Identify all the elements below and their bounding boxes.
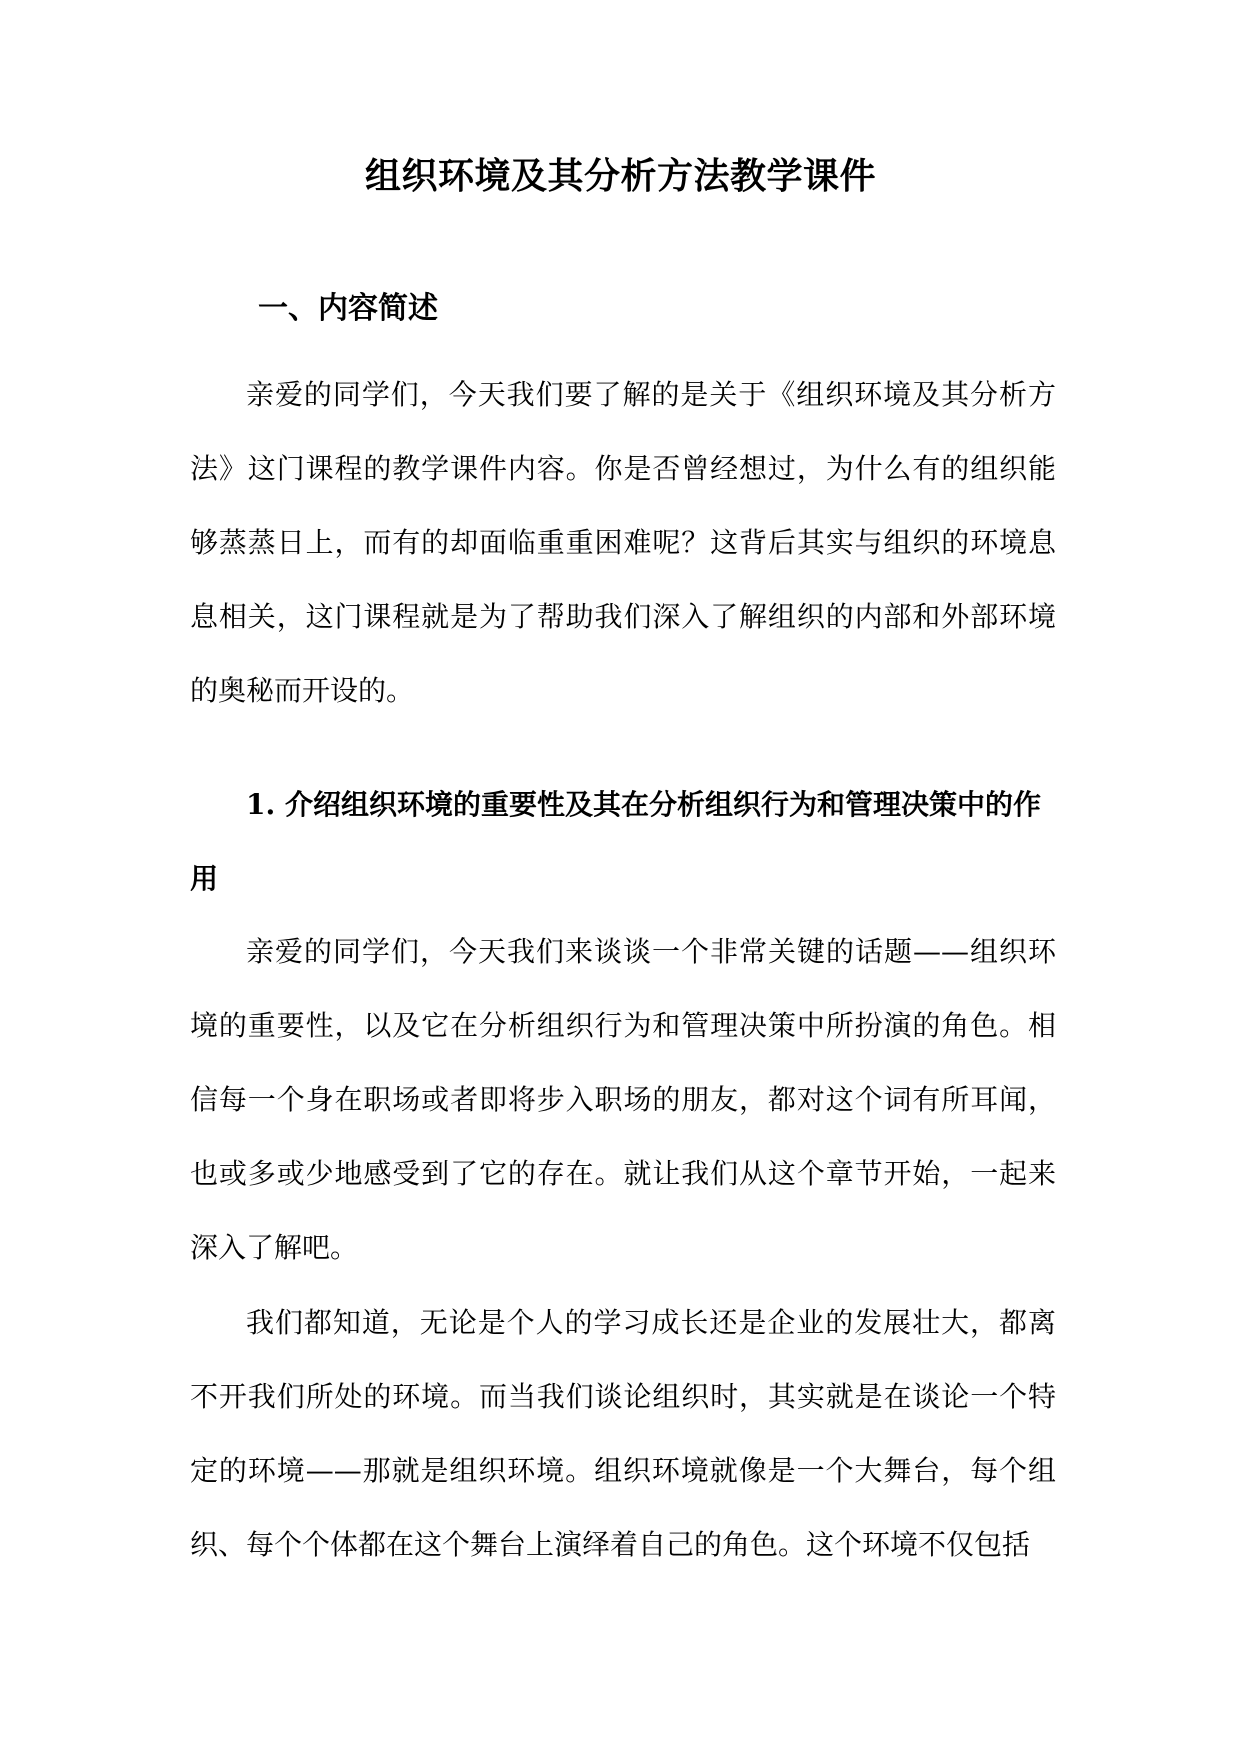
paragraph-intro-text: 亲爱的同学们，今天我们要了解的是关于《组织环境及其分析方法》这门课程的教学课件内容。你是否曾经想过，为什么有的组织能够蒸蒸日上，而有的却面临重重困难呢？这背后其实与组织的环境息息相关，这门课程就是为了帮助我们深入了解组织的内部和外部环境的奥秘而开设的。 <box>190 378 1056 707</box>
paragraph-intro <box>190 358 1056 728</box>
document-title: 组织环境及其分析方法教学课件 <box>364 155 876 197</box>
paragraph-importance-text: 亲爱的同学们，今天我们来谈谈一个非常关键的话题——组织环境的重要性，以及它在分析组织行为和管理决策中所扮演的角色。相信每一个身在职场或者即将步入职场的朋友，都对这个词有所耳闻，也或多或少地感受到了它的存在。就让我们从这个章节开始，一起来深入了解吧。 <box>190 935 1056 1264</box>
section-heading-summary: 一、内容简述 <box>258 291 438 326</box>
paragraph-environment <box>190 1286 1056 1582</box>
paragraph-environment-text: 我们都知道，无论是个人的学习成长还是企业的发展壮大，都离不开我们所处的环境。而当我们谈论组织时，其实就是在谈论一个特定的环境——那就是组织环境。组织环境就像是一个大舞台，每个组织、每个个体都在这个舞台上演绎着自己的角色。这个环境不仅包括 <box>190 1306 1056 1561</box>
paragraph-importance <box>190 915 1056 1285</box>
subheading-importance: 1. 介绍组织环境的重要性及其在分析组织行为和管理决策中的作用 <box>190 788 1041 895</box>
